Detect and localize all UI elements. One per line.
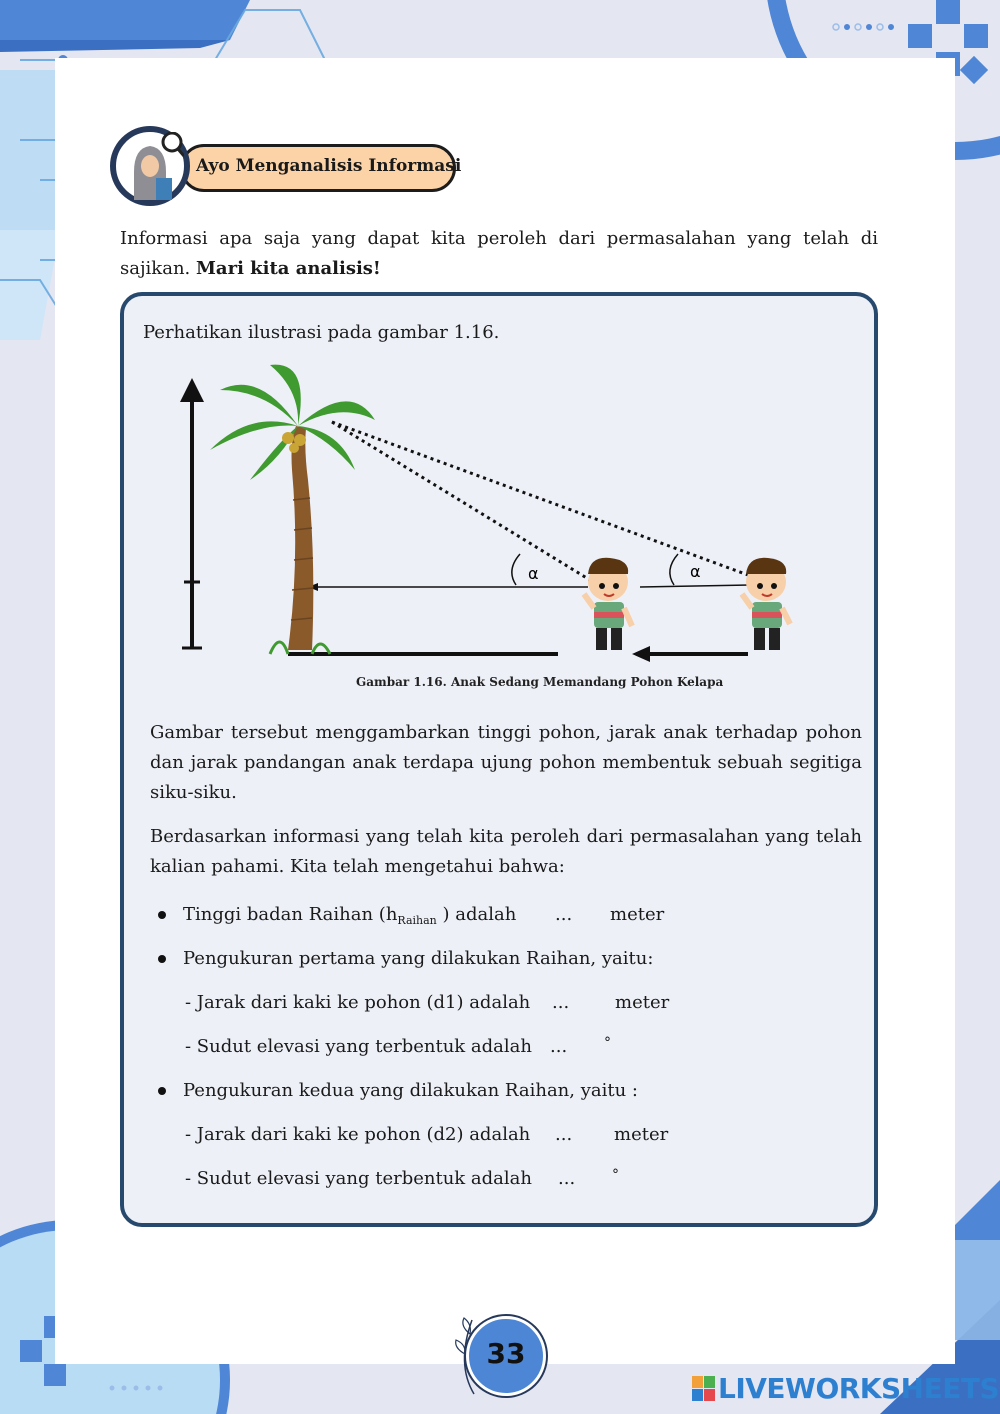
height-arrow-head [180, 378, 204, 402]
tree-trunk [288, 426, 313, 650]
angle-label-2: α [690, 562, 701, 581]
child-figure-2 [742, 558, 790, 650]
bullet-3-item-1: - Jarak dari kaki ke pohon (d2) adalah [185, 1124, 531, 1145]
bullet-dot [158, 955, 166, 963]
child-figure-1 [584, 558, 632, 650]
bullet-1-prefix: Tinggi badan Raihan (h [183, 904, 398, 925]
angle-arc-1 [512, 554, 520, 585]
liveworksheets-logo-icon [692, 1376, 716, 1402]
coconut-tree-illustration [170, 360, 810, 665]
teacher-magnifier-icon [116, 132, 184, 200]
bullet-2-item-1-unit: meter [615, 992, 670, 1013]
bullet-3-item-1-unit: meter [614, 1124, 669, 1145]
ground-arrow-head [632, 646, 650, 662]
bullet-dot [158, 1087, 166, 1095]
bullet-3-item-1-blank[interactable]: ... [555, 1124, 573, 1145]
paragraph-1: Gambar tersebut menggambarkan tinggi pohon, jarak anak terhadap pohon dan jarak pandangan anak terdapa ujung pohon membentuk sebuah segitiga siku-siku. [150, 722, 862, 803]
bullet-3-item-2-blank[interactable]: ... [558, 1168, 576, 1189]
bullet-2-item-1-blank[interactable]: ... [552, 992, 570, 1013]
bullet-2-label: Pengukuran pertama yang dilakukan Raihan, yaitu: [183, 948, 654, 969]
bullet-2-item-1: - Jarak dari kaki ke pohon (d1) adalah [185, 992, 531, 1013]
bullet-1-unit: meter [610, 904, 665, 925]
bullet-1-blank[interactable]: ... [555, 904, 573, 925]
intro-text: Informasi apa saja yang dapat kita peroleh dari permasalahan yang telah di sajikan. [120, 228, 878, 279]
liveworksheets-brand[interactable]: LIVEWORKSHEETS [718, 1372, 1000, 1405]
paragraph-2: Berdasarkan informasi yang telah kita peroleh dari permasalahan yang telah kalian pahami. Kita telah mengetahui bahwa: [150, 826, 862, 877]
bullet-2-item-2-unit: ° [604, 1035, 611, 1051]
eye-level-line-2 [640, 585, 750, 587]
angle-label-1: α [528, 564, 539, 583]
figure-caption: Gambar 1.16. Anak Sedang Memandang Pohon Kelapa [356, 675, 724, 689]
page-number: 33 [486, 1337, 526, 1370]
bullet-1-text [183, 902, 516, 934]
bullet-3-item-2-unit: ° [612, 1167, 619, 1183]
intro-paragraph [120, 224, 878, 284]
box-lead: Perhatikan ilustrasi pada gambar 1.16. [143, 322, 500, 343]
bullet-3-label: Pengukuran kedua yang dilakukan Raihan, yaitu : [183, 1080, 638, 1101]
angle-arc-2 [670, 554, 678, 585]
bullet-dot [158, 911, 166, 919]
bullet-1-suffix: ) adalah [442, 904, 517, 925]
bullet-1-subscript: Raihan [397, 914, 437, 927]
intro-bold: Mari kita analisis! [196, 258, 381, 279]
sight-line-2 [332, 422, 748, 575]
section-title: Ayo Menganalisis Informasi [196, 156, 462, 176]
avatar [110, 126, 190, 206]
bullet-2-item-2: - Sudut elevasi yang terbentuk adalah [185, 1036, 532, 1057]
sight-line-1 [332, 422, 590, 580]
bullet-2-item-2-blank[interactable]: ... [550, 1036, 568, 1057]
bullet-3-item-2: - Sudut elevasi yang terbentuk adalah [185, 1168, 532, 1189]
